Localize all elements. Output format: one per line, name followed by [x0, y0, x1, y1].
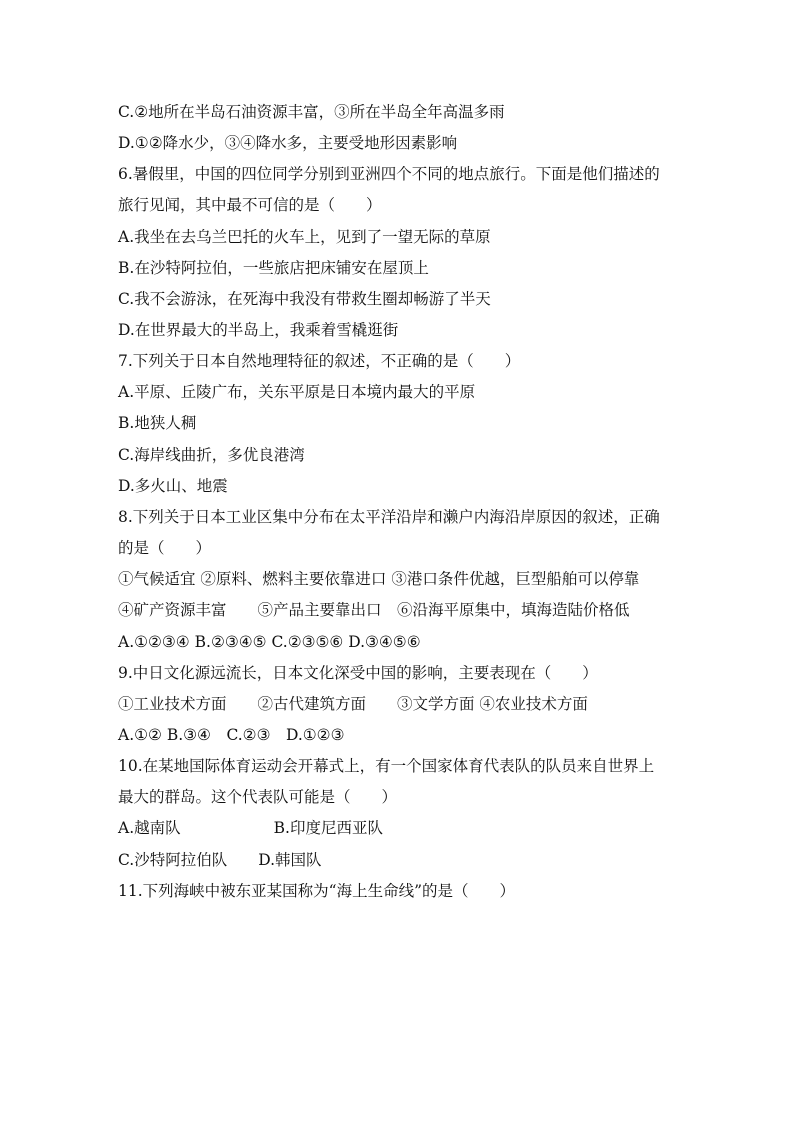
- option-7c: C.海岸线曲折，多优良港湾: [118, 446, 305, 464]
- question-8-items-2: ④矿产资源丰富 ⑤产品主要靠出口 ⑥沿海平原集中，填海造陆价格低: [118, 601, 630, 619]
- question-10-options-ab: A.越南队 B.印度尼西亚队: [118, 819, 383, 837]
- question-9-items: ①工业技术方面 ②古代建筑方面 ③文学方面 ④农业技术方面: [118, 695, 588, 713]
- option-7d: D.多火山、地震: [118, 477, 228, 495]
- option-5d: D.①②降水少，③④降水多，主要受地形因素影响: [118, 134, 458, 152]
- question-7: 7.下列关于日本自然地理特征的叙述，不正确的是（ ）: [118, 352, 521, 370]
- question-10-line-2: 最大的群岛。这个代表队可能是（ ）: [118, 788, 398, 806]
- question-8-line-1: 8.下列关于日本工业区集中分布在太平洋沿岸和濑户内海沿岸原因的叙述，正确: [118, 508, 660, 526]
- question-10-options-cd: C.沙特阿拉伯队 D.韩国队: [118, 851, 322, 869]
- option-7a: A.平原、丘陵广布，关东平原是日本境内最大的平原: [118, 383, 476, 401]
- question-11: 11.下列海峡中被东亚某国称为“海上生命线”的是（ ）: [118, 882, 516, 900]
- question-6-line-2: 旅行见闻，其中最不可信的是（ ）: [118, 196, 382, 214]
- option-5c: C.②地所在半岛石油资源丰富，③所在半岛全年高温多雨: [118, 103, 505, 121]
- question-10-line-1: 10.在某地国际体育运动会开幕式上，有一个国家体育代表队的队员来自世界上: [118, 757, 655, 775]
- option-7b: B.地狭人稠: [118, 414, 197, 432]
- question-8-options: A.①②③④ B.②③④⑤ C.②③⑤⑥ D.③④⑤⑥: [118, 633, 421, 651]
- option-6d: D.在世界最大的半岛上，我乘着雪橇逛街: [118, 321, 399, 339]
- option-6c: C.我不会游泳，在死海中我没有带救生圈却畅游了半天: [118, 290, 491, 308]
- option-6a: A.我坐在去乌兰巴托的火车上，见到了一望无际的草原: [118, 228, 491, 246]
- question-9: 9.中日文化源远流长，日本文化深受中国的影响，主要表现在（ ）: [118, 664, 598, 682]
- question-9-options: A.①② B.③④ C.②③ D.①②③: [118, 726, 345, 744]
- question-6-line-1: 6.暑假里，中国的四位同学分别到亚洲四个不同的地点旅行。下面是他们描述的: [118, 165, 660, 183]
- question-8-line-2: 的是（ ）: [118, 539, 212, 557]
- option-6b: B.在沙特阿拉伯，一些旅店把床铺安在屋顶上: [118, 259, 429, 277]
- question-8-items-1: ①气候适宜 ②原料、燃料主要依靠进口 ③港口条件优越，巨型船舶可以停靠: [118, 570, 640, 588]
